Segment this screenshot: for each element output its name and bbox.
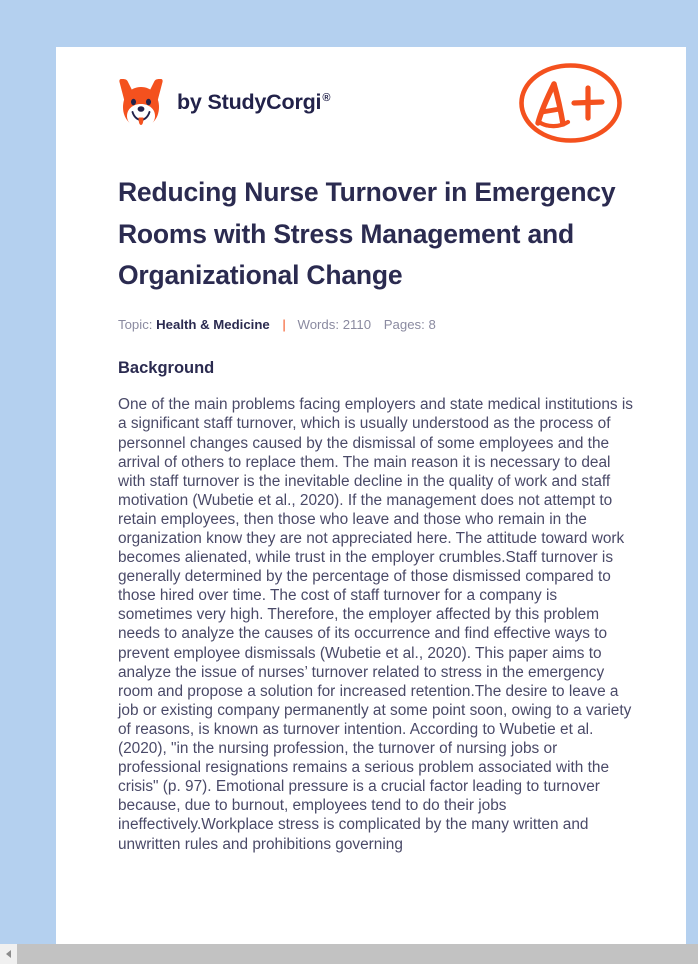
scrollbar-thumb[interactable] [17,944,698,964]
horizontal-scrollbar[interactable] [0,944,698,964]
article-body-text: One of the main problems facing employers and state medical institutions is a significant staff turnover, which is usually understood as the process of personnel changes caused by the dismissal of some employees and the arrival of others to replace them. The main reason it is necessary to deal with staff turnover is the inevitable decline in the quality of work and staff motivation (Wubetie et al., 2020). If the management does not attempt to retain employees, then those who leave and those who remain in the organization know they are not appreciated here. The attitude toward work becomes alienated, while trust in the employer crumbles.Staff turnover is generally determined by the percentage of those dismissed compared to those hired over time. The cost of staff turnover for a company is sometimes very high. Therefore, the employer affected by this problem needs to analyze the causes of its occurrence and find effective ways to prevent employee dismissals (Wubetie et al., 2020). This paper aims to analyze the issue of nurses’ turnover related to stress in the emergency room and propose a solution for increased retention.The desire to leave a job or existing company permanently at some point soon, owing to a variety of reasons, is known as turnover intention. According to Wubetie et al. (2020), "in the nursing profession, the turnover of nursing jobs or professional resignations remains a serious problem associated with the crisis" (p. 97). Emotional pressure is a crucial factor leading to turnover because, due to burnout, employees tend to do their jobs ineffectively.Workplace stress is complicated by the many written and unwritten rules and prohibitions governing [118,396,633,853]
page-title: Reducing Nurse Turnover in Emergency Rooms with Stress Management and Organizational Change [118,177,616,290]
topic-value[interactable]: Health & Medicine [156,316,270,332]
pages-label: Pages: [383,316,425,332]
brand-text: by StudyCorgi [177,89,322,114]
section-heading-background: Background [118,359,215,378]
corgi-head-icon [118,77,164,129]
a-plus-circled-icon [517,60,624,146]
document-header [56,47,686,158]
meta-separator: | [282,316,286,332]
studycorgi-brand[interactable] [118,77,330,129]
words-count [298,317,372,332]
article-meta [118,317,634,333]
scrollbar-track[interactable] [17,944,698,964]
brand-wordmark [177,89,331,114]
words-value: 2110 [342,316,372,332]
registered-trademark-icon: ® [322,91,331,104]
scroll-left-button[interactable] [0,944,17,964]
pages-count [384,317,436,332]
words-label: Words: [297,316,340,332]
article-container [118,172,634,854]
pages-value: 8 [428,316,436,332]
topic-label: Topic: [118,316,153,332]
document-sheet [56,47,686,944]
chevron-left-icon [6,950,11,958]
